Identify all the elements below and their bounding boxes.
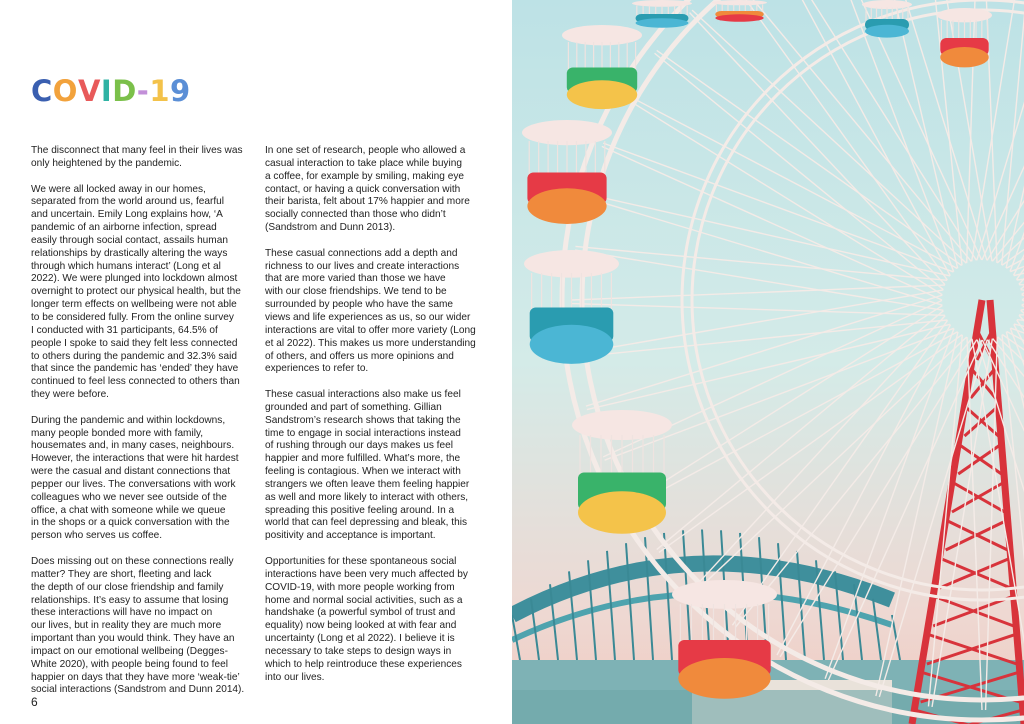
text-line: necessary to take steps to design ways in (265, 645, 452, 657)
text-line: The disconnect that many feel in their lives was (31, 145, 243, 156)
text-line: impact on our emotional wellbeing (Degges- (31, 645, 228, 657)
text-line: interactions have been very much affected by (265, 568, 468, 580)
text-line: matter? They are short, fleeting and lack (31, 568, 212, 580)
paragraph (31, 556, 253, 697)
text-line: Sandstrom’s research shows that taking the (265, 414, 461, 426)
photo-panel (512, 0, 1024, 724)
paragraph (31, 145, 253, 171)
paragraph (265, 389, 487, 543)
text-line: our lives, but in reality they are much more (31, 620, 222, 632)
title-letter: 1 (149, 74, 171, 108)
text-line: of others, and offers us more opinions and (265, 350, 454, 362)
text-column-2 (265, 145, 487, 697)
page-title (31, 74, 191, 108)
text-line: We were all locked away in our homes, (31, 183, 206, 195)
text-line: as well and more likely to interact with others, (265, 491, 469, 503)
paragraph (265, 556, 487, 684)
text-line: casual interaction to take place while buying (265, 157, 462, 169)
text-line: home and normal social activities, such as a (265, 594, 463, 606)
text-line: and uncertain. Emily Long explains how, ‘A (31, 209, 223, 221)
text-line: richness to our lives and create interactions (265, 260, 460, 272)
paragraph (31, 184, 253, 402)
text-line: time to engage in social interactions instead (265, 427, 461, 439)
title-letter: D (112, 74, 137, 108)
text-line: happier and more fulfilled. What’s more, the (265, 453, 461, 465)
text-line: overnight to protect our physical health, but the (31, 286, 241, 298)
text-line: office, a chat with someone while we queue (31, 504, 226, 516)
text-line: Opportunities for these spontaneous social (265, 556, 457, 567)
text-line: with our close friendships. We tend to be (265, 286, 447, 298)
text-line: pandemic of an airborne infection, spread (31, 222, 217, 234)
text-line: they were before. (31, 389, 109, 401)
gondola-base (578, 491, 666, 534)
text-line: COVID-19, with more people working from (265, 581, 455, 593)
text-line: However, the interactions that were hit hardest (31, 453, 239, 465)
title-letter: 9 (170, 74, 191, 108)
text-line: uncertainty (Long et al 2022). I believe it is (265, 633, 455, 645)
text-line: equality) now being looked at with fear and (265, 620, 457, 632)
text-line: to be considered fully. From the online survey (31, 311, 234, 323)
text-line: a coffee, for example by smiling, making eye (265, 170, 464, 182)
text-line: easily through social contact, assails human (31, 234, 228, 246)
text-line: happier on days that they have more ‘weak-tie’ (31, 671, 240, 683)
text-line: contact, or having a quick conversation with (265, 183, 461, 195)
paragraph (31, 415, 253, 543)
text-line: surrounded by people who have the same (265, 299, 453, 311)
text-line: in the shops or a quick conversation with the (31, 517, 230, 529)
text-line: views and life experiences as us, so our wider (265, 311, 471, 323)
text-line: housemates and, in many cases, neighbours. (31, 440, 235, 452)
text-line: important than you would think. They have an (31, 633, 235, 645)
text-line: relationships. It’s easy to assume that losing (31, 594, 229, 606)
text-line: these interactions will have no impact on (31, 607, 213, 619)
text-line: colleagues who we never see outside of the (31, 491, 227, 503)
text-line: continued to feel less connected to others than (31, 376, 240, 388)
text-line: socially connected than those who didn’t (265, 209, 446, 221)
text-line: These casual interactions also make us feel (265, 389, 461, 401)
text-line: strangers we often leave them feeling happier (265, 478, 470, 490)
text-line: of rushing through our days makes us feel (265, 440, 453, 452)
title-letter: - (136, 74, 150, 108)
text-line: I conducted with 31 participants, 64.5% of (31, 324, 218, 336)
text-line: that are more varied than those we have (265, 273, 446, 285)
text-line: experiences to refer to. (265, 363, 369, 375)
text-line: only heightened by the pandemic. (31, 157, 182, 169)
gondola-base (530, 325, 614, 364)
gondola-base (527, 188, 606, 224)
text-line: 2022). We were plunged into lockdown almost (31, 273, 238, 285)
title-letter: O (52, 74, 78, 108)
paragraph (265, 248, 487, 376)
gondola-base (865, 25, 909, 38)
text-line: pepper our lives. The conversations with work (31, 478, 236, 490)
text-line: social interactions (Sandstrom and Dunn 2014). (31, 684, 245, 696)
text-column-1 (31, 145, 253, 710)
gondola-base (636, 18, 689, 28)
gondola-base (715, 14, 763, 21)
text-line: relationships by drastically altering the ways (31, 247, 228, 259)
text-line: spreading this positive feeling around. In a (265, 504, 455, 516)
text-line: feeling is contagious. When we interact with (265, 466, 461, 478)
text-line: which to help reintroduce these experiences (265, 658, 462, 670)
gondola-base (567, 80, 637, 109)
title-letter: I (100, 74, 113, 108)
text-line: the depth of our close friendship and family (31, 581, 224, 593)
text-line: their barista, felt about 17% happier and more (265, 196, 470, 208)
text-line: positivity and acceptance is important. (265, 530, 436, 542)
text-line: These casual connections add a depth and (265, 247, 458, 259)
gondola-base (940, 47, 988, 67)
text-line: longer term effects on wellbeing were not able (31, 299, 237, 311)
text-line: that since the pandemic has ‘ended’ they have (31, 363, 239, 375)
text-line: handshake (a powerful symbol of trust and (265, 607, 456, 619)
text-line: grounded and part of something. Gillian (265, 401, 442, 413)
text-line: were the casual and distant connections that (31, 466, 231, 478)
title-letter: C (31, 74, 53, 108)
text-line: Does missing out on these connections really (31, 556, 234, 567)
title-letter: V (77, 74, 101, 108)
text-line: (Sandstrom and Dunn 2013). (265, 222, 396, 234)
gondola-base (678, 658, 770, 699)
text-line: world that can feel depressing and bleak, this (265, 517, 467, 529)
text-line: In one set of research, people who allowed a (265, 145, 466, 156)
text-line: et al 2022). This makes us more understanding (265, 337, 476, 349)
text-line: interactions are vital to offer more variety (Long (265, 324, 476, 336)
text-line: person who serves us coffee. (31, 530, 163, 542)
text-line: many people bonded more with family, (31, 427, 204, 439)
text-line: separated from the world around us, fearful (31, 196, 225, 208)
text-line: During the pandemic and within lockdowns, (31, 414, 226, 426)
ferris-wheel-photo (512, 0, 1024, 724)
text-line: into our lives. (265, 671, 325, 683)
text-line: White 2020), with people being found to feel (31, 658, 228, 670)
page-number: 6 (31, 695, 38, 709)
text-line: people I spoke to said they felt less connected (31, 337, 238, 349)
paragraph (265, 145, 487, 235)
text-line: to others during the pandemic and 32.3% said (31, 350, 237, 362)
text-line: through which humans interact’ (Long et al (31, 260, 221, 272)
